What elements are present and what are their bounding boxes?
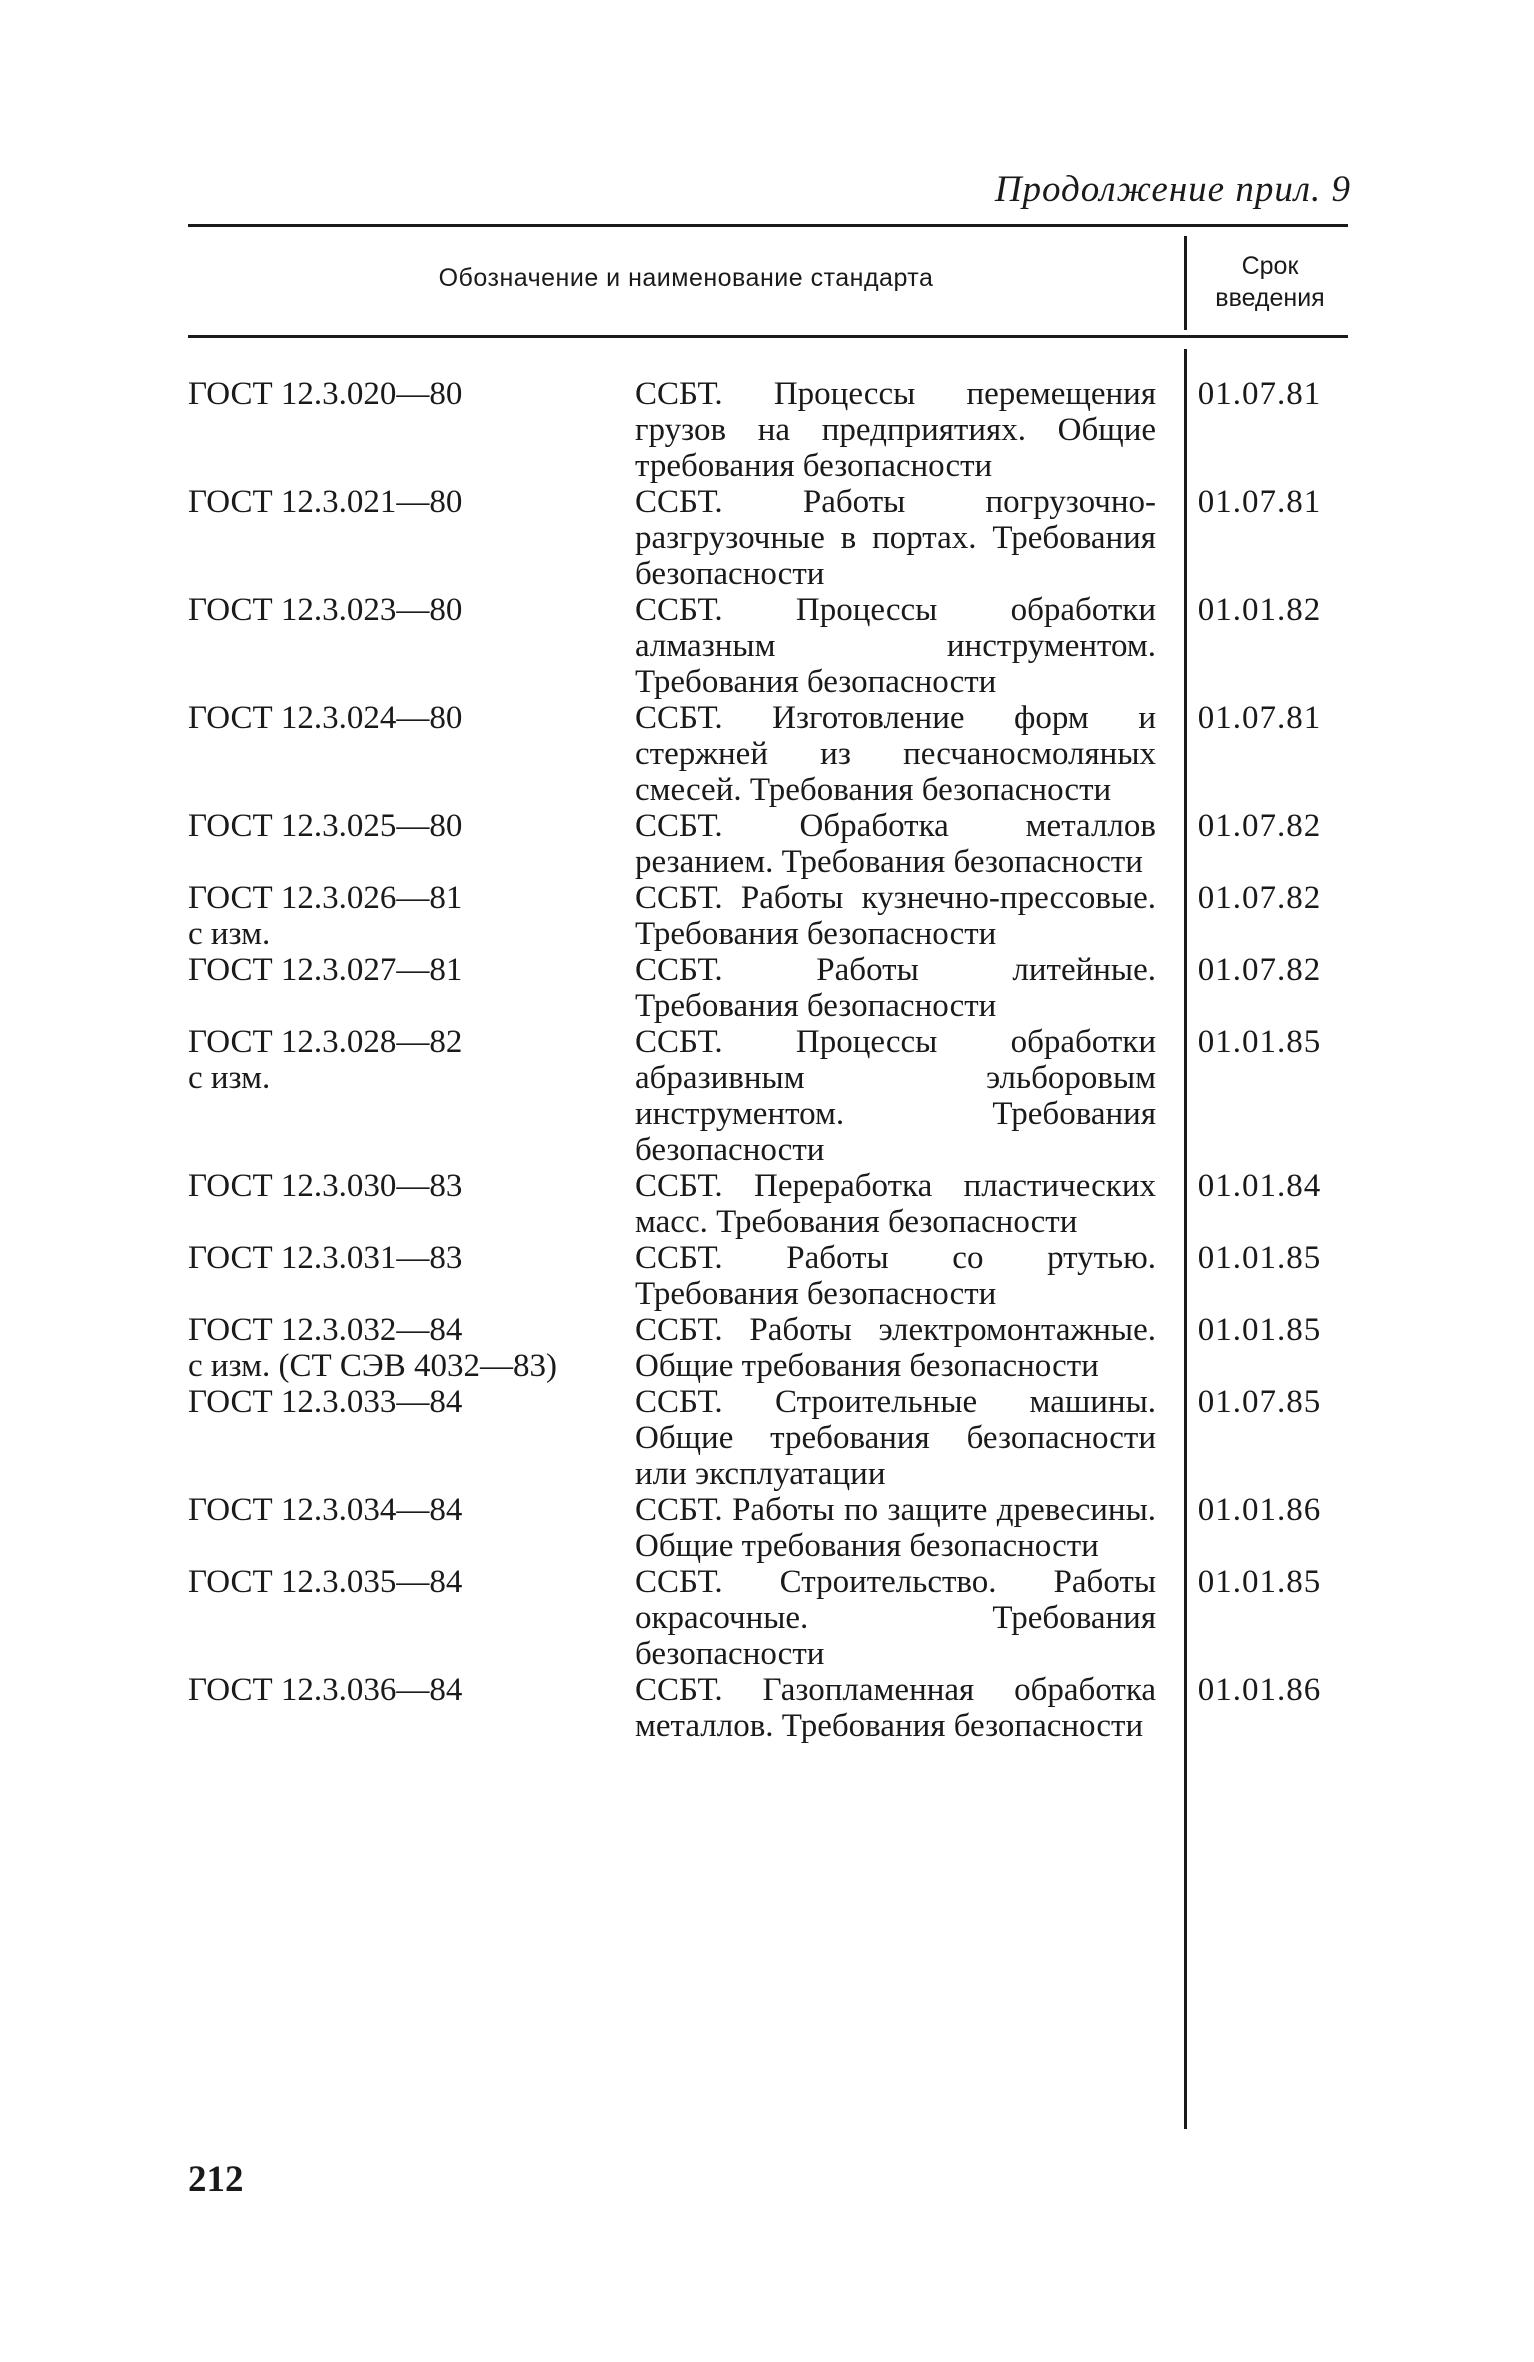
standard-code-cell bbox=[188, 1024, 635, 1096]
standard-code: ГОСТ 12.3.021—80 bbox=[188, 484, 463, 520]
header-column-divider bbox=[1184, 236, 1187, 330]
standard-title: ССБТ. Обработка металлов резанием. Требования безопасности bbox=[635, 808, 1156, 880]
standards-table bbox=[188, 376, 1363, 1744]
standard-title: ССБТ. Строительство. Работы окрасочные. Требования безопасности bbox=[635, 1564, 1156, 1672]
standard-code: ГОСТ 12.3.036—84 bbox=[188, 1672, 463, 1708]
column-header-date bbox=[1192, 250, 1348, 314]
table-row bbox=[188, 1024, 1363, 1168]
standard-code: ГОСТ 12.3.032—84 bbox=[188, 1312, 463, 1348]
standard-code: ГОСТ 12.3.025—80 bbox=[188, 808, 463, 844]
standard-code: ГОСТ 12.3.034—84 bbox=[188, 1492, 463, 1528]
effective-date: 01.01.85 bbox=[1197, 1564, 1322, 1600]
table-row bbox=[188, 1168, 1363, 1240]
standard-title: ССБТ. Работы погрузочно-разгрузочные в портах. Требования безопасности bbox=[635, 484, 1156, 592]
standard-code-cell bbox=[188, 1492, 635, 1528]
table-row bbox=[188, 484, 1363, 592]
standard-code-cell bbox=[188, 1384, 635, 1420]
standard-code-cell bbox=[188, 808, 635, 844]
standard-code-cell bbox=[188, 1240, 635, 1276]
standard-code: ГОСТ 12.3.031—83 bbox=[188, 1240, 463, 1276]
effective-date: 01.07.82 bbox=[1197, 880, 1322, 916]
standard-note: с изм. bbox=[188, 916, 271, 952]
header-top-rule bbox=[188, 224, 1348, 227]
standard-code: ГОСТ 12.3.028—82 bbox=[188, 1024, 463, 1060]
effective-date: 01.01.84 bbox=[1197, 1168, 1322, 1204]
standard-title: ССБТ. Изготовление форм и стержней из песчаносмоляных смесей. Требования безопасности bbox=[635, 700, 1156, 808]
table-row bbox=[188, 592, 1363, 700]
standard-code: ГОСТ 12.3.026—81 bbox=[188, 880, 463, 916]
effective-date: 01.07.82 bbox=[1197, 952, 1322, 988]
standard-code-cell bbox=[188, 484, 635, 520]
table-row bbox=[188, 1240, 1363, 1312]
standard-code: ГОСТ 12.3.027—81 bbox=[188, 952, 463, 988]
standard-code-cell bbox=[188, 1312, 635, 1384]
standard-title: ССБТ. Процессы перемещения грузов на предприятиях. Общие требования безопасности bbox=[635, 376, 1156, 484]
standard-code: ГОСТ 12.3.030—83 bbox=[188, 1168, 463, 1204]
standard-code-cell bbox=[188, 880, 635, 952]
standard-code-cell bbox=[188, 1564, 635, 1600]
standard-code-cell bbox=[188, 700, 635, 736]
standard-title: ССБТ. Работы литейные. Требования безопасности bbox=[635, 952, 1156, 1024]
effective-date: 01.01.85 bbox=[1197, 1024, 1322, 1060]
standard-code: ГОСТ 12.3.024—80 bbox=[188, 700, 463, 736]
table-row bbox=[188, 700, 1363, 808]
column-header-designation: Обозначение и наименование стандарта bbox=[438, 264, 934, 292]
effective-date: 01.01.86 bbox=[1197, 1672, 1322, 1708]
standard-title: ССБТ. Процессы обработки алмазным инструментом. Требования безопасности bbox=[635, 592, 1156, 700]
page-number: 212 bbox=[188, 2159, 244, 2200]
table-row bbox=[188, 1312, 1363, 1384]
effective-date: 01.01.85 bbox=[1197, 1240, 1322, 1276]
header-bottom-rule bbox=[188, 335, 1348, 338]
standard-title: ССБТ. Строительные машины. Общие требования безопасности или эксплуатации bbox=[635, 1384, 1156, 1492]
effective-date: 01.07.81 bbox=[1197, 700, 1322, 736]
standard-title: ССБТ. Работы кузнечно-прессовые. Требования безопасности bbox=[635, 880, 1156, 952]
standard-title: ССБТ. Процессы обработки абразивным эльборовым инструментом. Требования безопасности bbox=[635, 1024, 1156, 1168]
standard-code-cell bbox=[188, 1168, 635, 1204]
running-title: Продолжение прил. 9 bbox=[994, 169, 1351, 210]
table-row bbox=[188, 1384, 1363, 1492]
effective-date: 01.07.85 bbox=[1197, 1384, 1322, 1420]
standard-code: ГОСТ 12.3.020—80 bbox=[188, 376, 463, 412]
table-row bbox=[188, 1672, 1363, 1744]
standard-code-cell bbox=[188, 1672, 635, 1708]
effective-date: 01.01.85 bbox=[1197, 1312, 1322, 1348]
standard-title: ССБТ. Переработка пластических масс. Требования безопасности bbox=[635, 1168, 1156, 1240]
standard-note: с изм. (СТ СЭВ 4032—83) bbox=[188, 1348, 557, 1384]
standard-code: ГОСТ 12.3.023—80 bbox=[188, 592, 463, 628]
table-row bbox=[188, 952, 1363, 1024]
table-row bbox=[188, 1492, 1363, 1564]
column-header-date-line2: введения bbox=[1215, 284, 1325, 312]
effective-date: 01.07.82 bbox=[1197, 808, 1322, 844]
effective-date: 01.07.81 bbox=[1197, 376, 1322, 412]
table-row bbox=[188, 1564, 1363, 1672]
standard-title: ССБТ. Работы электромонтажные. Общие требования безопасности bbox=[635, 1312, 1156, 1384]
standard-title: ССБТ. Газопламенная обработка металлов. Требования безопасности bbox=[635, 1672, 1156, 1744]
standard-title: ССБТ. Работы по защите древесины. Общие требования безопасности bbox=[635, 1492, 1156, 1564]
standard-code-cell bbox=[188, 952, 635, 988]
effective-date: 01.01.82 bbox=[1197, 592, 1322, 628]
standard-code: ГОСТ 12.3.035—84 bbox=[188, 1564, 463, 1600]
table-row bbox=[188, 880, 1363, 952]
standard-code-cell bbox=[188, 376, 635, 412]
column-header-date-line1: Срок bbox=[1241, 252, 1299, 280]
effective-date: 01.07.81 bbox=[1197, 484, 1322, 520]
table-row bbox=[188, 808, 1363, 880]
standard-code: ГОСТ 12.3.033—84 bbox=[188, 1384, 463, 1420]
table-row bbox=[188, 376, 1363, 484]
standard-code-cell bbox=[188, 592, 635, 628]
standard-note: с изм. bbox=[188, 1060, 271, 1096]
standard-title: ССБТ. Работы со ртутью. Требования безопасности bbox=[635, 1240, 1156, 1312]
effective-date: 01.01.86 bbox=[1197, 1492, 1322, 1528]
